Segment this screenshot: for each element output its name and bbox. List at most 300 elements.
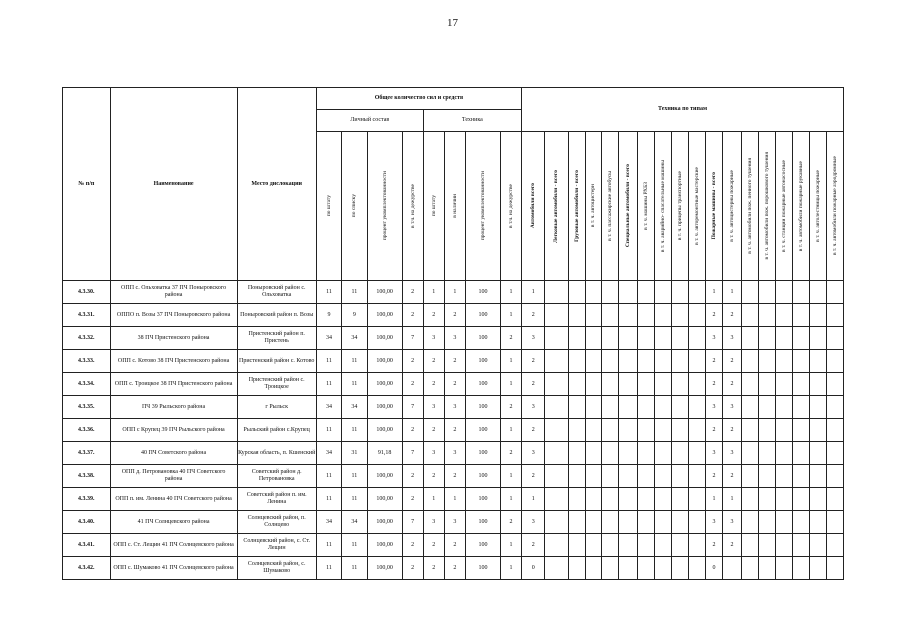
row-value: 11 — [342, 465, 367, 488]
row-value — [758, 327, 775, 350]
row-value: 2 — [522, 350, 545, 373]
row-location: Советский район п. им. Ленина — [237, 488, 316, 511]
column-header-label: Легковые автомобили - всего — [553, 169, 560, 243]
row-value — [568, 534, 585, 557]
column-header-label: в т. ч. авторемонтные мастерские — [694, 167, 701, 245]
page-number: 17 — [447, 17, 458, 29]
row-value — [792, 396, 809, 419]
row-value — [758, 304, 775, 327]
row-value: 34 — [316, 327, 341, 350]
row-value — [792, 373, 809, 396]
row-value — [742, 465, 759, 488]
row-value — [758, 419, 775, 442]
row-value: 2 — [706, 419, 723, 442]
row-value: 100,00 — [367, 304, 402, 327]
row-value — [672, 488, 689, 511]
row-name: ОПП с Крупец 39 ПЧ Рыльского района — [110, 419, 237, 442]
row-value — [809, 557, 826, 580]
table-row — [63, 304, 844, 327]
row-value: 11 — [342, 281, 367, 304]
row-value: 11 — [316, 350, 341, 373]
column-header-label: процент укомплектованности — [381, 171, 388, 241]
row-value: 3 — [423, 511, 444, 534]
row-location: Курская область, п. Кшенский — [237, 442, 316, 465]
row-value: 34 — [342, 327, 367, 350]
row-number: 4.3.36. — [63, 419, 111, 442]
row-value: 2 — [522, 534, 545, 557]
column-header — [367, 132, 402, 281]
row-value — [775, 350, 792, 373]
row-value: 11 — [316, 557, 341, 580]
row-value — [792, 534, 809, 557]
row-value — [775, 557, 792, 580]
row-value — [826, 304, 843, 327]
row-value — [792, 511, 809, 534]
row-number: 4.3.37. — [63, 442, 111, 465]
column-header — [402, 132, 423, 281]
row-value — [602, 557, 619, 580]
row-value — [689, 350, 706, 373]
row-value — [742, 373, 759, 396]
row-value: 100,00 — [367, 396, 402, 419]
row-value — [638, 373, 655, 396]
column-header — [826, 132, 843, 281]
row-value — [792, 442, 809, 465]
row-value — [826, 327, 843, 350]
row-value: 7 — [402, 511, 423, 534]
row-value — [672, 327, 689, 350]
row-location: г Рыльск — [237, 396, 316, 419]
row-value — [758, 534, 775, 557]
row-value — [545, 327, 568, 350]
row-value — [689, 304, 706, 327]
row-value — [619, 442, 638, 465]
row-value — [619, 373, 638, 396]
row-value: 2 — [402, 304, 423, 327]
row-value — [638, 350, 655, 373]
row-value — [672, 465, 689, 488]
column-header — [689, 132, 706, 281]
column-header-label: в наличии — [451, 194, 458, 218]
column-header-label: по штату — [430, 195, 437, 217]
row-value: 2 — [402, 350, 423, 373]
row-number: 4.3.30. — [63, 281, 111, 304]
row-value — [585, 557, 602, 580]
row-value — [545, 534, 568, 557]
row-value: 2 — [402, 419, 423, 442]
row-value: 7 — [402, 327, 423, 350]
row-value — [585, 281, 602, 304]
row-value — [775, 373, 792, 396]
row-value — [775, 465, 792, 488]
column-header — [342, 132, 367, 281]
row-value: 11 — [342, 373, 367, 396]
column-header — [545, 132, 568, 281]
row-value — [545, 511, 568, 534]
row-value — [585, 396, 602, 419]
row-value — [585, 534, 602, 557]
column-header-label: Автомобили всего — [530, 183, 537, 229]
row-value — [758, 465, 775, 488]
column-header — [638, 132, 655, 281]
header-name: Наименование — [110, 88, 237, 281]
row-value: 2 — [423, 304, 444, 327]
row-value — [826, 557, 843, 580]
column-header-label: в т.ч. на дежурстве — [409, 183, 416, 228]
row-value — [568, 350, 585, 373]
row-value — [775, 534, 792, 557]
row-value — [742, 396, 759, 419]
row-location: Пристенский район п. Пристень — [237, 327, 316, 350]
row-value — [792, 327, 809, 350]
column-header-label: в т. ч. автоцистерны пожарные — [729, 170, 735, 242]
row-value — [689, 419, 706, 442]
row-value — [619, 534, 638, 557]
row-value — [585, 511, 602, 534]
row-value: 7 — [402, 396, 423, 419]
row-value — [585, 465, 602, 488]
row-number: 4.3.34. — [63, 373, 111, 396]
row-value: 91,18 — [367, 442, 402, 465]
row-number: 4.3.32. — [63, 327, 111, 350]
table-row — [63, 281, 844, 304]
row-value — [655, 557, 672, 580]
row-value — [742, 281, 759, 304]
row-value: 11 — [316, 488, 341, 511]
row-value: 1 — [444, 281, 465, 304]
row-value — [826, 442, 843, 465]
row-value — [742, 419, 759, 442]
header-tech-group: Техника — [423, 110, 521, 132]
table-row — [63, 373, 844, 396]
row-name: ОПП с. Котово 38 ПЧ Пристенского района — [110, 350, 237, 373]
row-value — [742, 511, 759, 534]
row-value: 11 — [316, 465, 341, 488]
column-header — [423, 132, 444, 281]
row-value: 2 — [444, 465, 465, 488]
row-value — [826, 511, 843, 534]
header-total-group: Общее количество сил и средств — [316, 88, 521, 110]
row-value: 7 — [402, 442, 423, 465]
column-header — [775, 132, 792, 281]
row-number: 4.3.33. — [63, 350, 111, 373]
row-value — [545, 281, 568, 304]
row-number: 4.3.41. — [63, 534, 111, 557]
row-value — [655, 373, 672, 396]
row-name: ОПП п. им. Ленина 40 ПЧ Советского района — [110, 488, 237, 511]
column-header-label: по списку — [351, 194, 358, 218]
row-location: Рыльский район с.Крупец — [237, 419, 316, 442]
column-header — [758, 132, 775, 281]
row-value: 1 — [500, 488, 521, 511]
row-value: 2 — [706, 304, 723, 327]
row-value — [792, 350, 809, 373]
row-value — [602, 304, 619, 327]
row-value: 100,00 — [367, 373, 402, 396]
row-name: ПЧ 39 Рыльского района — [110, 396, 237, 419]
row-value — [689, 534, 706, 557]
row-value: 2 — [444, 373, 465, 396]
row-value: 2 — [706, 373, 723, 396]
row-value — [655, 281, 672, 304]
row-value — [619, 557, 638, 580]
row-value: 3 — [444, 511, 465, 534]
column-header — [522, 132, 545, 281]
row-value: 1 — [706, 488, 723, 511]
column-header — [619, 132, 638, 281]
row-value: 11 — [342, 419, 367, 442]
row-value — [545, 488, 568, 511]
row-value: 3 — [706, 442, 723, 465]
row-value — [568, 419, 585, 442]
row-value: 2 — [723, 419, 742, 442]
row-value — [809, 442, 826, 465]
row-value — [672, 557, 689, 580]
column-header — [444, 132, 465, 281]
row-value — [672, 396, 689, 419]
row-value — [775, 419, 792, 442]
row-value: 2 — [723, 304, 742, 327]
header-num: № п/п — [63, 88, 111, 281]
column-header — [809, 132, 826, 281]
row-value: 2 — [706, 465, 723, 488]
row-value — [723, 557, 742, 580]
row-value: 1 — [723, 488, 742, 511]
row-value: 2 — [522, 419, 545, 442]
row-number: 4.3.42. — [63, 557, 111, 580]
row-value: 1 — [444, 488, 465, 511]
row-value: 3 — [423, 327, 444, 350]
row-value: 34 — [342, 511, 367, 534]
column-header-label: Специальные автомобили - всего — [625, 164, 632, 248]
column-header — [655, 132, 672, 281]
column-header — [672, 132, 689, 281]
row-value — [775, 304, 792, 327]
row-value: 11 — [342, 350, 367, 373]
row-value — [585, 373, 602, 396]
row-value: 2 — [402, 465, 423, 488]
row-value — [742, 488, 759, 511]
row-value: 2 — [500, 396, 521, 419]
row-value — [619, 465, 638, 488]
row-value: 2 — [522, 465, 545, 488]
row-value — [638, 557, 655, 580]
row-value — [638, 396, 655, 419]
row-value — [809, 327, 826, 350]
row-value — [638, 419, 655, 442]
row-value — [585, 442, 602, 465]
row-value: 2 — [706, 350, 723, 373]
row-value — [585, 304, 602, 327]
row-value: 100,00 — [367, 327, 402, 350]
row-value: 11 — [316, 281, 341, 304]
row-value — [545, 350, 568, 373]
row-name: ОППО п. Возы 37 ПЧ Поныровского района — [110, 304, 237, 327]
row-value — [602, 350, 619, 373]
table-row — [63, 327, 844, 350]
row-name: ОПП с. Шумаково 41 ПЧ Солнцевского района — [110, 557, 237, 580]
row-value — [742, 442, 759, 465]
row-value — [545, 465, 568, 488]
column-header — [585, 132, 602, 281]
row-value — [568, 511, 585, 534]
row-value — [672, 304, 689, 327]
row-value — [545, 304, 568, 327]
row-value: 3 — [444, 396, 465, 419]
row-value: 0 — [522, 557, 545, 580]
row-value: 2 — [522, 304, 545, 327]
column-header-label: в т. ч. автомобили пожарные аэродромные — [831, 156, 838, 256]
row-value — [585, 488, 602, 511]
table-row — [63, 488, 844, 511]
row-value: 100 — [465, 350, 500, 373]
row-value: 11 — [342, 534, 367, 557]
row-value — [619, 327, 638, 350]
row-value: 1 — [500, 419, 521, 442]
header-location: Место дислокации — [237, 88, 316, 281]
row-value: 100 — [465, 419, 500, 442]
row-value: 3 — [423, 396, 444, 419]
row-value: 1 — [423, 281, 444, 304]
row-value — [602, 488, 619, 511]
row-value: 2 — [402, 281, 423, 304]
row-value: 1 — [500, 281, 521, 304]
row-value: 11 — [342, 488, 367, 511]
row-value: 100 — [465, 511, 500, 534]
table-row — [63, 534, 844, 557]
row-name: ОПП с. Троицкое 38 ПЧ Пристенского района — [110, 373, 237, 396]
row-location: Солнцевский район, с. Шумаково — [237, 557, 316, 580]
row-value: 100 — [465, 557, 500, 580]
column-header-label: в т. ч. автолестницы пожарные — [814, 170, 821, 242]
row-value: 2 — [402, 534, 423, 557]
row-value — [638, 488, 655, 511]
row-value: 100,00 — [367, 488, 402, 511]
row-name: 41 ПЧ Солнцевского района — [110, 511, 237, 534]
row-value: 2 — [706, 534, 723, 557]
row-value: 3 — [723, 442, 742, 465]
row-value — [602, 465, 619, 488]
row-value — [672, 442, 689, 465]
row-number: 4.3.35. — [63, 396, 111, 419]
row-name: 38 ПЧ Пристенского района — [110, 327, 237, 350]
row-value — [619, 281, 638, 304]
row-value: 1 — [500, 534, 521, 557]
column-header-label: Грузовые автомобили - всего — [573, 170, 580, 242]
row-value — [655, 488, 672, 511]
row-value — [775, 511, 792, 534]
row-number: 4.3.38. — [63, 465, 111, 488]
row-value — [689, 442, 706, 465]
row-value: 2 — [723, 373, 742, 396]
row-value — [792, 419, 809, 442]
row-value: 34 — [342, 396, 367, 419]
row-value: 100 — [465, 396, 500, 419]
row-value: 2 — [423, 419, 444, 442]
row-value — [655, 534, 672, 557]
row-value — [758, 350, 775, 373]
row-value: 1 — [522, 488, 545, 511]
row-value: 100,00 — [367, 557, 402, 580]
row-value — [742, 534, 759, 557]
row-value — [792, 557, 809, 580]
row-value — [655, 327, 672, 350]
row-value: 2 — [444, 534, 465, 557]
row-value — [792, 281, 809, 304]
column-header-label: по штату — [326, 195, 333, 217]
row-value — [638, 465, 655, 488]
row-value — [585, 419, 602, 442]
row-value: 100,00 — [367, 350, 402, 373]
row-value: 3 — [706, 327, 723, 350]
row-value: 3 — [723, 396, 742, 419]
row-location: Поныровский район п. Возы — [237, 304, 316, 327]
column-header — [723, 132, 742, 281]
row-value: 2 — [402, 373, 423, 396]
row-value: 1 — [500, 557, 521, 580]
row-value: 100,00 — [367, 511, 402, 534]
row-value — [602, 373, 619, 396]
row-value: 1 — [723, 281, 742, 304]
row-value — [689, 488, 706, 511]
column-header — [706, 132, 723, 281]
row-value: 100 — [465, 281, 500, 304]
forces-table — [62, 87, 844, 580]
row-value: 3 — [423, 442, 444, 465]
row-value — [585, 327, 602, 350]
row-value — [758, 511, 775, 534]
row-value: 0 — [706, 557, 723, 580]
table-row — [63, 511, 844, 534]
row-value — [775, 396, 792, 419]
row-value: 2 — [423, 534, 444, 557]
column-header-label: в т. ч. автомобили пож. пенного тушения — [746, 158, 753, 254]
row-value — [545, 373, 568, 396]
row-value — [672, 534, 689, 557]
row-value — [638, 442, 655, 465]
table-row — [63, 396, 844, 419]
row-value: 2 — [723, 534, 742, 557]
row-value — [619, 304, 638, 327]
row-value — [602, 281, 619, 304]
row-value — [809, 488, 826, 511]
row-value — [568, 304, 585, 327]
row-value — [809, 281, 826, 304]
column-header-label: в т. ч. машины РХБЗ — [643, 182, 650, 230]
row-value: 2 — [423, 557, 444, 580]
row-location: Советский район д. Петровановка — [237, 465, 316, 488]
row-value — [655, 419, 672, 442]
row-value — [758, 442, 775, 465]
row-value — [655, 465, 672, 488]
row-value — [585, 350, 602, 373]
row-number: 4.3.39. — [63, 488, 111, 511]
row-name: 40 ПЧ Советского района — [110, 442, 237, 465]
row-value — [619, 396, 638, 419]
row-value — [638, 327, 655, 350]
row-value: 100 — [465, 534, 500, 557]
row-value — [672, 511, 689, 534]
row-value — [672, 350, 689, 373]
row-value: 100,00 — [367, 281, 402, 304]
row-value: 11 — [316, 534, 341, 557]
row-value — [602, 511, 619, 534]
column-header-label: в т. ч. прицепы транспортные — [677, 171, 684, 241]
row-value: 34 — [316, 396, 341, 419]
row-value — [638, 281, 655, 304]
row-name: ОПП д. Петровановка 40 ПЧ Советского района — [110, 465, 237, 488]
row-value: 100,00 — [367, 419, 402, 442]
